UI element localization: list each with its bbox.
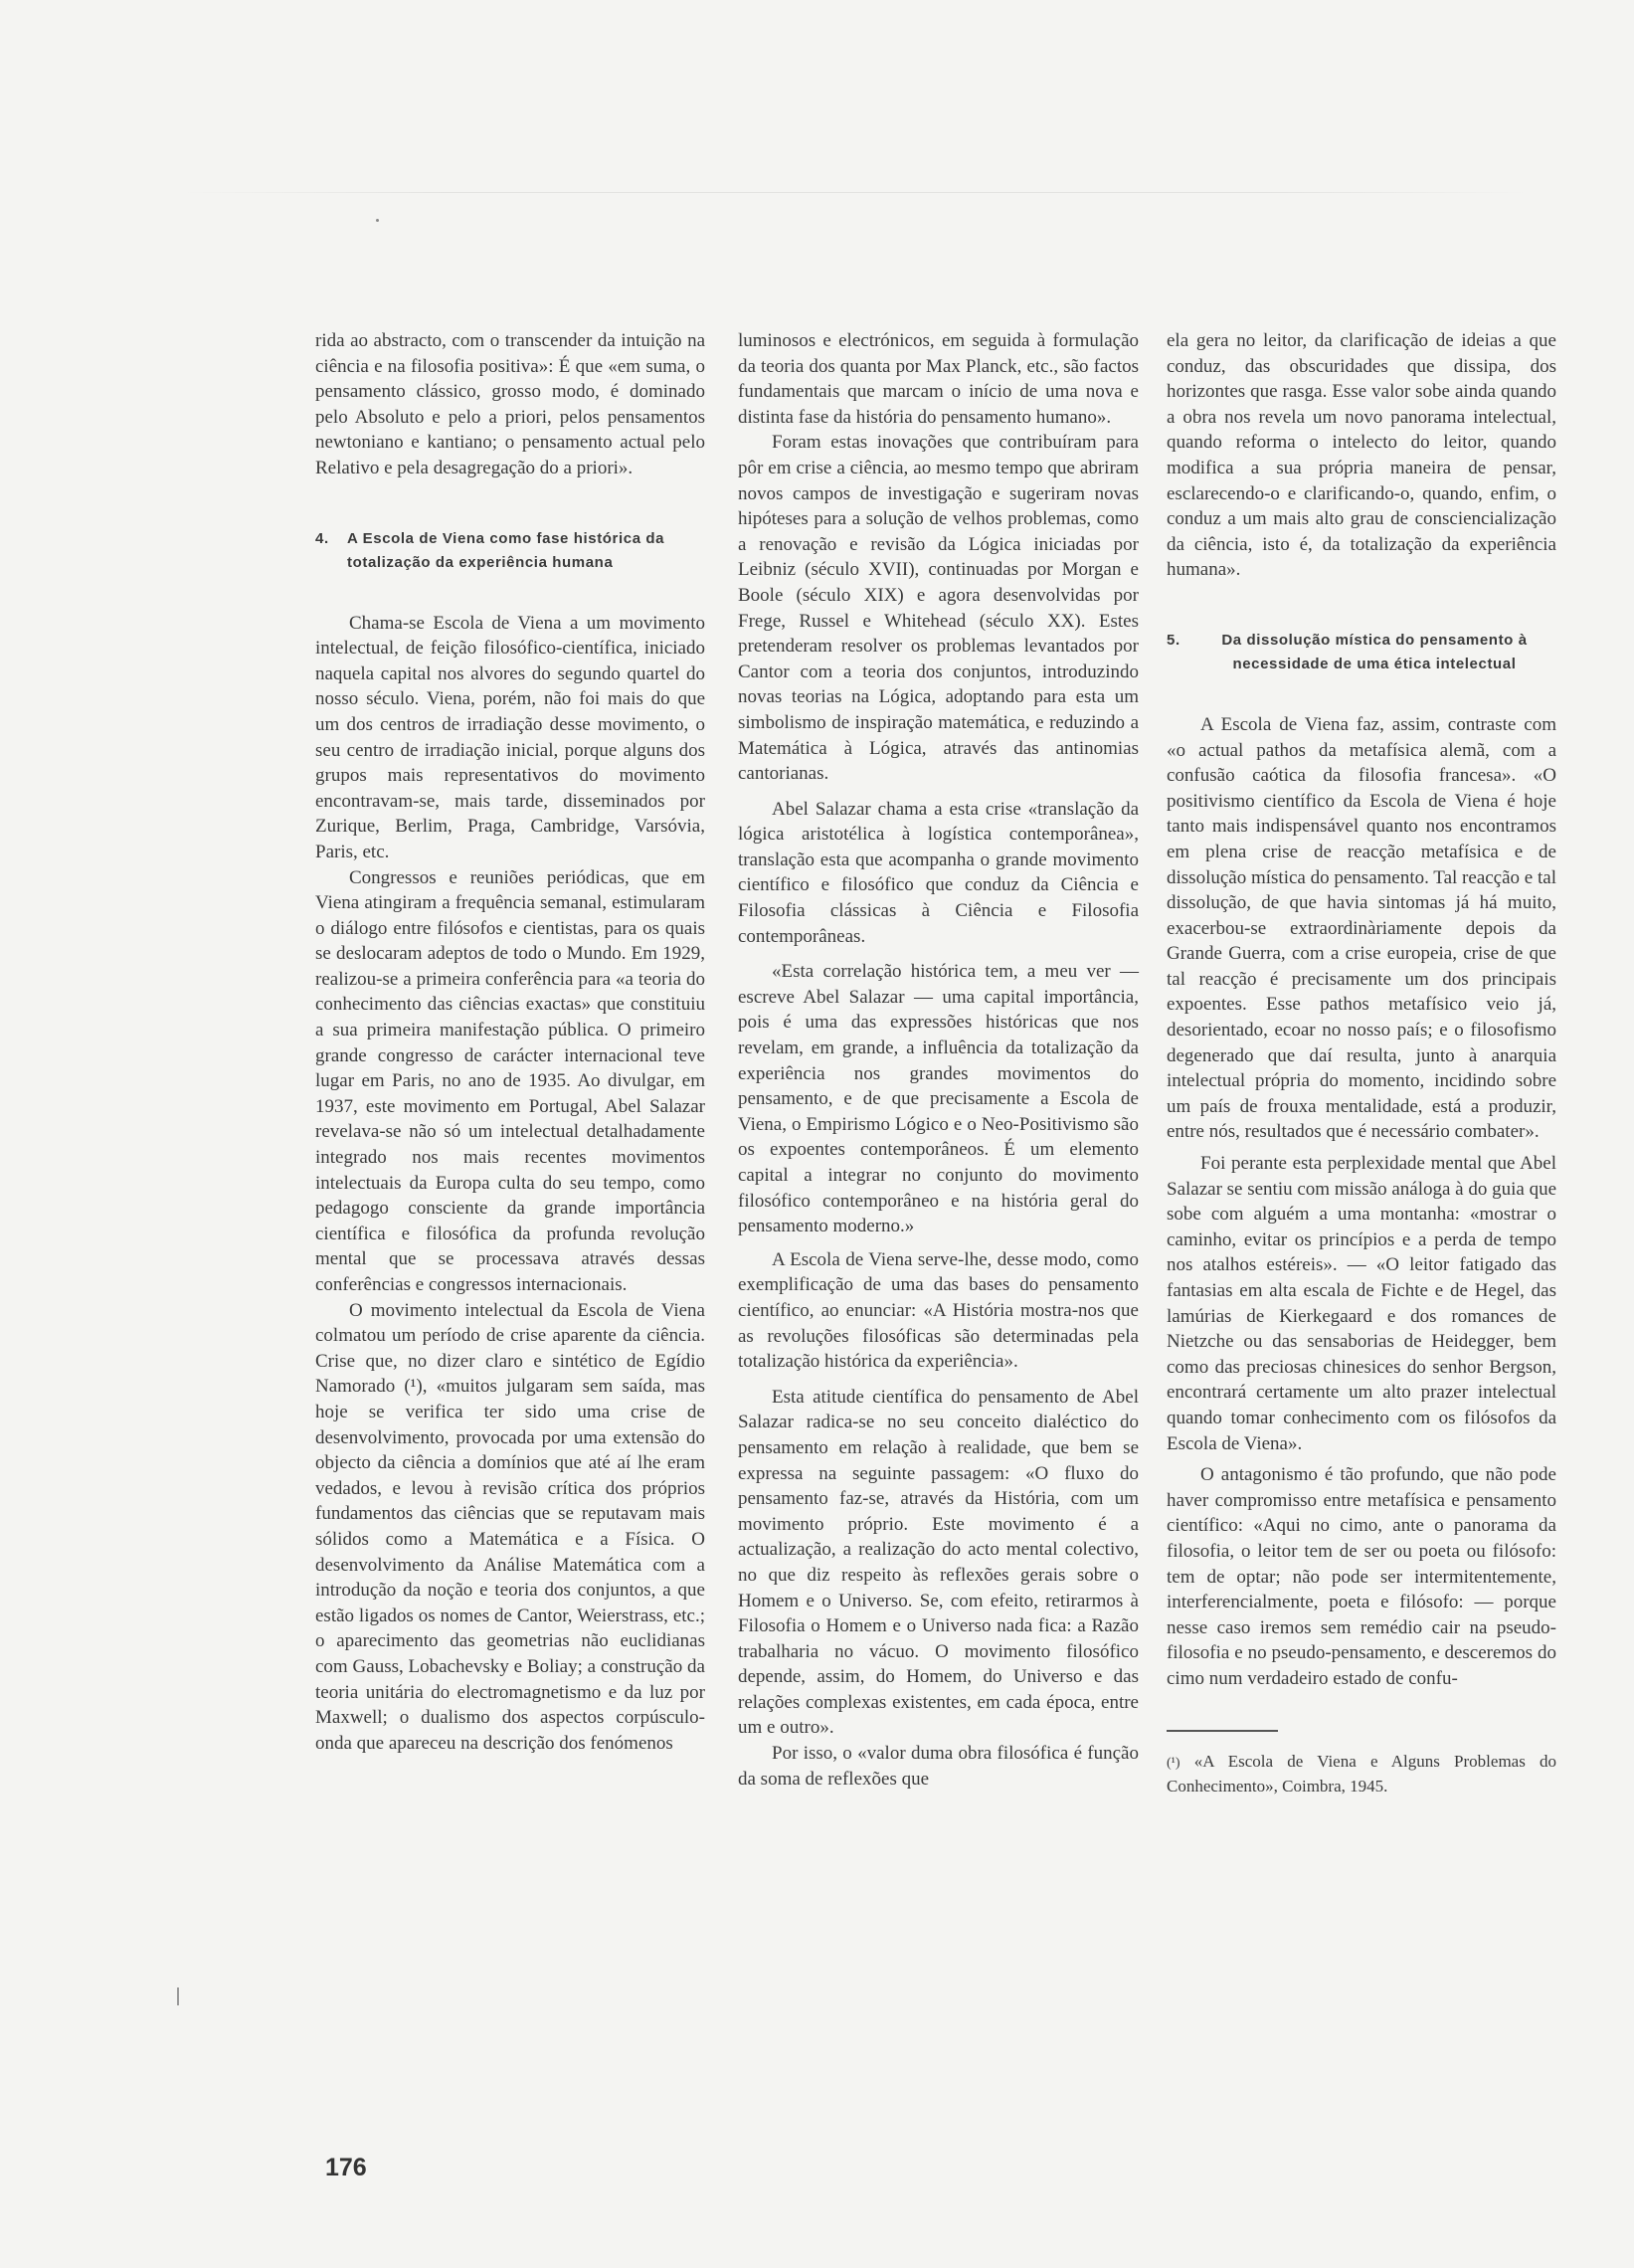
col3-paragraph-3: Foi perante esta perplexidade mental que Abel Salazar se sentiu com missão análoga à do guia que sobe com alguém a uma montanha: «mostrar o caminho, evitar os princípios e a perda de tempo nos atalhos estéreis». — «O leitor fatigado das fantasias em alta escala de Fichte e de Hegel, das lamúrias de Kierkegaard e dos romances de Nietzche ou das sensaborias de Heidegger, bem como das preciosas chinesices do senhor Bergson, encontrará certamente um alto prazer intelectual quando tomar conhecimento com os filósofos da Escola de Viena».	[1167, 1153, 1557, 1454]
col3-paragraph-4: O antagonismo é tão profundo, que não pode haver compromisso entre metafísica e pensamento científico: «Aqui no cimo, ante o panorama da filosofia, o leitor tem de ser ou poeta ou filósofo: tem de optar; não pode ser intermitentemente, interferencialmente, poeta e filósofo: — porque nesse caso iremos sem remédio cair na pseudo-filosofia e no pseudo-pensamento, e desceremos do cimo num verdadeiro estado de confu-	[1167, 1464, 1556, 1689]
col2-paragraph-4: «Esta correlação histórica tem, a meu ver — escreve Abel Salazar — uma capital importância, pois é uma das expressões históricas que nos revelam, em grande, a influência da totalização da experiência nos grandes movimentos do pensamento, e de que precisamente a Escola de Viena, o Empirismo Lógico e o Neo-Positivismo são os expoentes contemporâneos. É um elemento capital a integrar no conjunto do movimento filosófico contemporâneo e na história geral do pensamento moderno.»	[738, 961, 1139, 1237]
col3-paragraph-2: A Escola de Viena faz, assim, contraste com «o actual pathos da metafísica alemã, com a confusão caótica da filosofia francesa». «O positivismo científico da Escola de Viena é hoje tanto mais indispensável quanto nos encontramos em plena crise de reacção metafísica e de dissolução mística do pensamento. Tal reacção e tal dissolução, de que havia sintomas já há muito, exacerbou-se extraordinàriamente depois da Grande Guerra, com a crise europeia, crise de que tal reacção é precisamente um dos principais expoentes. Esse pathos metafísico veio já, desorientado, ecoar no nosso país; e o filosofismo degenerado que daí resulta, junto à anarquia intelectual própria do momento, incidindo sobre um país de frouxa mentalidade, está a produzir, entre nós, resultados que é necessário combater».	[1167, 713, 1556, 1143]
col1-paragraph-3: Congressos e reuniões periódicas, que em Viena atingiram a frequência semanal, estimularam o diálogo entre filósofos e cientistas, para os quais se deslocaram adeptos de todo o Mundo. Em 1929, realizou-se a primeira conferência para «a teoria do conhecimento das ciências exactas» que constituiu a sua primeira manifestação pública. O primeiro grande congresso de carácter internacional teve lugar em Paris, no ano de 1935. Ao divulgar, em 1937, este movimento em Portugal, Abel Salazar revelava-se não só um intelectual detalhadamente integrado nos mais recentes movimentos intelectuais da Europa culta do seu tempo, como pedagogo consciente da grande importância científica e filosófica da profunda revolução mental que se processava através dessas conferências e congressos internacionais.	[315, 866, 705, 1295]
col2-paragraph-7: Por isso, o «valor duma obra filosófica é função da soma de reflexões que	[738, 1743, 1139, 1790]
column-1	[315, 328, 705, 1756]
section-4-heading	[315, 527, 705, 575]
footnote-rule	[1167, 1730, 1278, 1732]
col2-paragraph-1: luminosos e electrónicos, em seguida à formulação da teoria dos quanta por Max Planck, etc., são factos fundamentais que marcam o início de uma nova e distinta fase da história do pensamento humano».	[738, 330, 1139, 428]
col2-paragraph-3: Abel Salazar chama a esta crise «translação da lógica aristotélica à logística contemporânea», translação esta que acompanha o grande movimento científico e filosófico que conduz da Ciência e Filosofia clássicas à Ciência e Filosofia contemporâneas.	[738, 798, 1139, 947]
section-4-number: 4.	[315, 529, 329, 547]
footnote-mark: (¹)	[1167, 1755, 1180, 1771]
col2-paragraph-2: Foram estas inovações que contribuíram para pôr em crise a ciência, ao mesmo tempo que abriram novos campos de investigação e sugeriram novas hipóteses para a solução de velhos problemas, como a renovação e revisão da Lógica iniciadas por Leibniz (século XVII), continuadas por Morgan e Boole (século XIX) e agora desenvolvidas por Frege, Russel e Whitehead (século XX). Estes pretenderam resolver os problemas levantados por Cantor com a teoria dos conjuntos, introduzindo novas teorias na Lógica, adoptando para esta um simbolismo de inspiração matemática, e reduzindo a Matemática à Lógica, através das antinomias cantorianas.	[738, 432, 1139, 785]
column-2	[738, 328, 1139, 1792]
section-4-title: A Escola de Viena como fase histórica da totalização da experiência humana	[347, 529, 665, 571]
col1-paragraph-4: O movimento intelectual da Escola de Viena colmatou um período de crise aparente da ciência. Crise que, no dizer claro e sintético de Egídio Namorado (¹), «muitos julgaram sem saída, mas hoje se verifica ter sido uma crise de desenvolvimento, provocada por uma extensão do objecto da ciência a domínios que até aí lhe eram vedados, e levou à revisão crítica dos próprios fundamentos das ciências que se reputavam mais sólidos como a Matemática e a Física. O desenvolvimento da Análise Matemática com a introdução da noção e teoria dos conjuntos, a que estão ligados os nomes de Cantor, Weierstrass, etc.; o aparecimento das geometrias não euclidianas com Gauss, Lobachevsky e Boliay; a construção da teoria unitária do electromagnetismo e da luz por Maxwell; o dualismo dos aspectos corpúsculo-onda que apareceu na descrição dos fenómenos	[315, 1299, 705, 1754]
col2-paragraph-6: Esta atitude científica do pensamento de Abel Salazar radica-se no seu conceito dialéctico do pensamento em relação à realidade, que bem se expressa na seguinte passagem: «O fluxo do pensamento faz-se, através da História, com um movimento próprio. Este movimento é a actualização, a realização do acto mental colectivo, no que diz respeito às reflexões gerais sobre o Homem e o Universo. Se, com efeito, retirarmos à Filosofia o Homem e o Universo nada fica: a Razão trabalharia no vácuo. O movimento filosófico depende, assim, do Homem, do Universo e das relações complexas existentes, em cada época, entre um e outro».	[738, 1386, 1139, 1739]
section-5-heading	[1167, 629, 1556, 676]
col1-paragraph-2: Chama-se Escola de Viena a um movimento intelectual, de feição filosófico-científica, iniciado naquela capital nos alvores do segundo quartel do nosso século. Viena, porém, não foi mais do que um dos centros de irradiação desse movimento, o seu centro de irradiação inicial, porque alguns dos grupos mais representativos do movimento encontravam-se, mais tarde, disseminados por Zurique, Berlim, Praga, Cambridge, Varsóvia, Paris, etc.	[315, 612, 705, 862]
column-3	[1167, 328, 1556, 1797]
section-5-title: Da dissolução mística do pensamento à necessidade de uma ética intelectual	[1221, 631, 1528, 672]
section-5-number: 5.	[1167, 631, 1180, 649]
footnote-text: «A Escola de Viena e Alguns Problemas do Conhecimento», Coimbra, 1945.	[1167, 1751, 1557, 1796]
margin-mark	[177, 1987, 179, 2005]
page-top-shadow-line	[179, 192, 1532, 193]
col3-paragraph-1: ela gera no leitor, da clarificação de ideias a que conduz, das obscuridades que dissipa, dos horizontes que rasga. Esse valor sobe ainda quando a obra nos revela um novo panorama intelectual, quando reforma o intelecto do leitor, quando modifica a sua própria maneira de pensar, esclarecendo-o e clarificando-o, quando, enfim, o conduz a um mais alto grau de consciencialização da ciência, isto é, da totalização da experiência humana».	[1167, 330, 1556, 581]
footnote	[1167, 1750, 1556, 1797]
scan-speck	[376, 219, 379, 222]
page-number: 176	[325, 2154, 367, 2181]
col1-paragraph-1: rida ao abstracto, com o transcender da intuição na ciência e na filosofia positiva»: É que «em suma, o pensamento clássico, grosso modo, é dominado pelo Absoluto e pelo a priori, pelos pensamentos newtoniano e kantiano; o pensamento actual pelo Relativo e pela desagregação do a priori».	[315, 330, 705, 478]
col2-paragraph-5: A Escola de Viena serve-lhe, desse modo, como exemplificação de uma das bases do pensamento científico, ao enunciar: «A História mostra-nos que as revoluções filosóficas são determinadas pela totalização histórica da experiência».	[738, 1248, 1139, 1373]
